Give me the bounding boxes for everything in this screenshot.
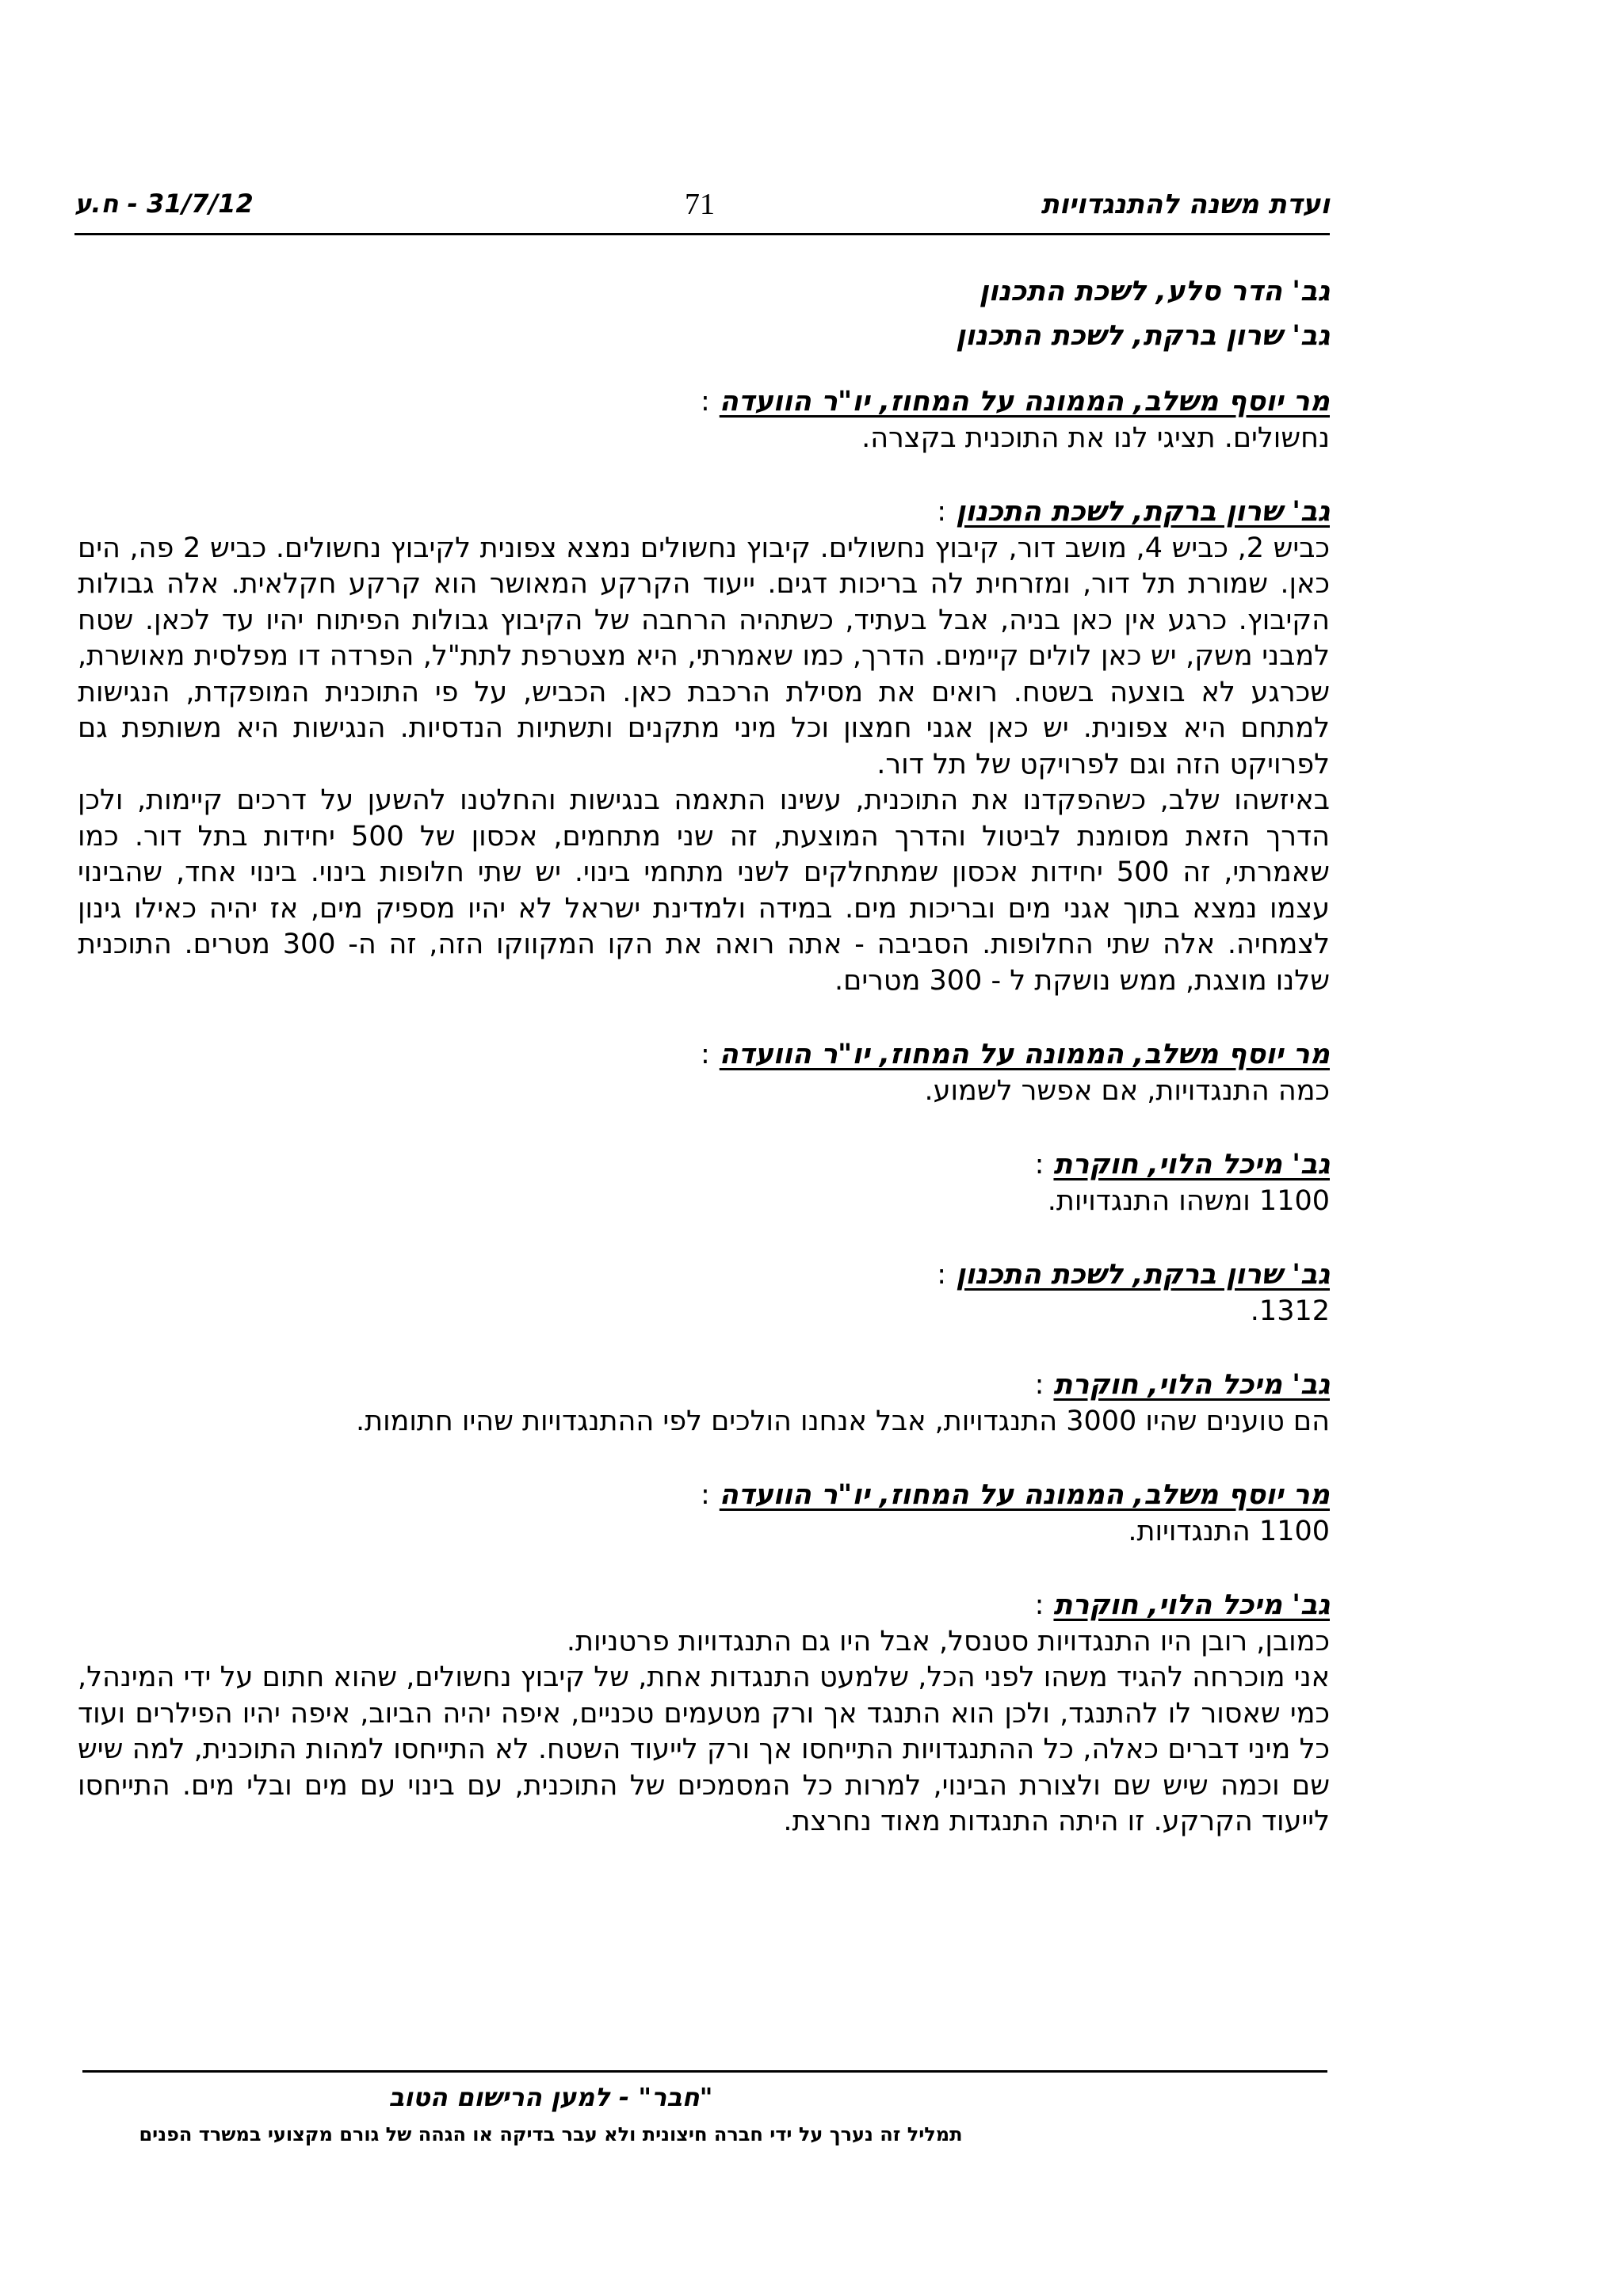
speech-paragraph: באיזשהו שלב, כשהפקדנו את התוכנית, עשינו התאמה בנגישות והחלטנו להשען על דרכים קיימות, ולכן הדרך הזאת מסומנת לביטול והדרך המוצעת, זה שני מתחמים, אכסון של 500 יחידות בתל דור. כמו שאמרתי, זה 500 יחידות אכסון שמתחלקים לשני מתחמי בינוי. יש שתי חלופות בינוי. בינוי אחד, שהבינוי עצמו נמצא בתוך אגני מים ובריכות מים. במידה ולמדינת ישראל לא יהיו מספיק מים, אז יהיה כאילו גינון לצמחיה. אלה שתי החלופות. הסביבה - אתה רואה את הקו המקווקו הזה, זה ה- 300 מטרים. התוכנית שלנו מוצגת, ממש נושקת ל - 300 מטרים. (78, 784, 1330, 997)
speech-paragraph: נחשולים. תציגי לנו את התוכנית בקצרה. (861, 421, 1330, 454)
speech-paragraph: אני מוכרחה להגיד משהו לפני הכל, שלמעט התנגדות אחת, של קיבוץ נחשולים, שהוא חתום על ידי המינהל, כמי שאסור לו להתנגד, ולכן הוא התנגד אך ורק מטעמים טכניים, איפה יהיה הביוב, איפה יהיו הפילרים ועוד כל מיני דברים כאלה, כל ההתנגדויות התייחסו אך ורק לייעוד השטח. לא התייחסו למהות התוכנית, למה שיש שם וכמה שיש שם ולצורת הבינוי, למרות כל המסמכים של התוכנית, עם בינוי עם מים ובלי מים. התייחסו לייעוד הקרקע. זו היתה התנגדות מאוד נחרצת. (78, 1661, 1330, 1837)
page-number: 71 (685, 188, 715, 221)
attendee: גב' הדר סלע, לשכת התכנון (979, 276, 1330, 307)
page-header (74, 189, 1330, 235)
speaker-name: גב' שרון ברקת, לשכת התכנון: (937, 1259, 1330, 1291)
footer-title: "חבר" - למען הרישום הטוב (388, 2082, 713, 2112)
speaker-name: מר יוסף משלב, הממונה על המחוז, יו"ר הוועדה: (700, 386, 1330, 418)
speaker-name: מר יוסף משלב, הממונה על המחוז, יו"ר הוועדה: (700, 1479, 1330, 1511)
speaker-name: גב' מיכל הלוי, חוקרת: (1034, 1369, 1330, 1401)
speaker-name: גב' מיכל הלוי, חוקרת: (1034, 1149, 1330, 1180)
speaker-name: גב' שרון ברקת, לשכת התכנון: (937, 496, 1330, 528)
header-date: 31/7/12 - ח.ע (74, 189, 254, 219)
transcript (78, 384, 1330, 1840)
speech-paragraph: 1100 ומשהו התנגדויות. (1047, 1184, 1330, 1217)
speaker-name: גב' מיכל הלוי, חוקרת: (1034, 1589, 1330, 1621)
footer-divider (82, 2070, 1327, 2073)
attendees-list (956, 269, 1330, 358)
speaker-name: מר יוסף משלב, הממונה על המחוז, יו"ר הוועדה: (700, 1039, 1330, 1070)
speech-paragraph: כמובן, רובן היו התנגדויות סטנסל, אבל היו גם התנגדויות פרטניות. (566, 1625, 1330, 1657)
committee-name: ועדת משנה להתנגדויות (1041, 189, 1330, 220)
footer-disclaimer: תמליל זה נערך על ידי חברה חיצונית ולא עבר בדיקה או הגהה של גורם מקצועי במשרד הפנים (139, 2123, 963, 2145)
speech-paragraph: 1312. (1250, 1295, 1330, 1327)
speech-paragraph: כביש 2, כביש 4, מושב דור, קיבוץ נחשולים. קיבוץ נחשולים נמצא צפונית לקיבוץ נחשולים. כביש 2 פה, הים כאן. שמורת תל דור, ומזרחית לה בריכות דגים. ייעוד הקרקע המאושר הוא קרקע חקלאית. אלה גבולות הקיבוץ. כרגע אין כאן בניה, אבל בעתיד, כשתהיה הרחבה של הקיבוץ גבולות הפיתוח יהיו עד לכאן. שטח למבני משק, יש כאן לולים קיימים. הדרך, כמו שאמרתי, היא מצטרפת לתת"ל, הפרדה דו מפלסית מאושרת, שכרגע לא בוצעה בשטח. רואים את מסילת הרכבת כאן. הכביש, על פי התוכנית המופקדת, הנגישות למתחם היא צפונית. יש כאן אגני חמצון וכל מיני מתקנים ותשתיות הנדסיות. הנגישות היא משותפת גם לפרויקט הזה וגם לפרויקט של תל דור. (78, 532, 1330, 780)
attendee: גב' שרון ברקת, לשכת התכנון (956, 320, 1330, 352)
speech-paragraph: 1100 התנגדויות. (1128, 1515, 1330, 1547)
speech-paragraph: כמה התנגדויות, אם אפשר לשמוע. (924, 1074, 1330, 1107)
speech-paragraph: הם טוענים שהיו 3000 התנגדויות, אבל אנחנו הולכים לפי ההתנגדויות שהיו חתומות. (355, 1405, 1330, 1437)
